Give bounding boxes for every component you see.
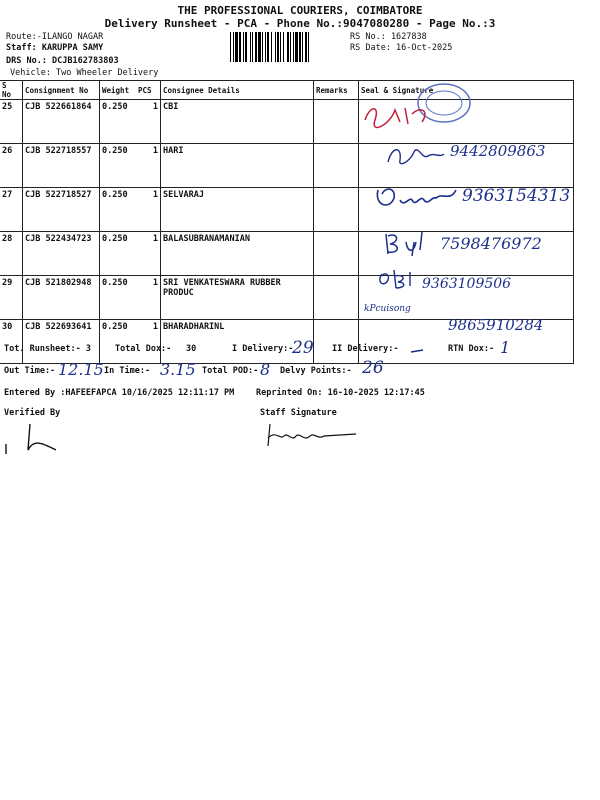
barcode-bar <box>239 32 241 62</box>
barcode-bar <box>290 32 291 62</box>
barcode-bar <box>305 32 307 62</box>
col-remarks: Remarks <box>314 81 359 100</box>
cell-pcs: 1 <box>136 144 161 188</box>
in-time-hand: 3.15 <box>160 360 196 379</box>
barcode-bar <box>271 32 272 62</box>
barcode-bar <box>245 32 247 62</box>
col-consignee: Consignee Details <box>161 81 314 100</box>
staff-signature-label: Staff Signature <box>260 408 337 418</box>
vehicle-text: Vehicle: Two Wheeler Delivery <box>10 68 159 78</box>
col-weight: Weight <box>100 81 137 100</box>
col-consignment: Consignment No <box>23 81 100 100</box>
cell-remarks <box>314 100 359 144</box>
table-header-row <box>0 81 574 100</box>
barcode-bar <box>252 32 253 62</box>
barcode-bar <box>280 32 281 62</box>
handwritten-phone-30: 9865910284 <box>448 316 544 334</box>
cell-consignment: CJB 522718557 <box>23 144 100 188</box>
cell-consignment: CJB 522693641 <box>23 320 100 364</box>
route-text: Route:-ILANGO NAGAR <box>6 32 104 42</box>
cell-pcs: 1 <box>136 232 161 276</box>
reprinted-on: Reprinted On: 16-10-2025 12:17:45 <box>256 388 425 398</box>
barcode-bar <box>262 32 263 62</box>
barcode-bar <box>265 32 266 62</box>
cell-pcs: 1 <box>136 276 161 320</box>
handwritten-phone-26: 9442809863 <box>450 142 546 160</box>
cell-weight: 0.250 <box>100 232 137 276</box>
signature-29 <box>374 266 420 292</box>
handwritten-name-30: kPcuisong <box>364 304 411 314</box>
col-signature: Seal & Signature <box>359 81 574 100</box>
barcode-bar <box>267 32 269 62</box>
cell-sno: 27 <box>0 188 23 232</box>
cell-consignee: CBI <box>161 100 314 144</box>
verified-signature <box>0 420 60 456</box>
entered-by: Entered By :HAFEEFAPCA 10/16/2025 12:11:17 PM <box>4 388 235 398</box>
barcode-bar <box>308 32 309 62</box>
cell-remarks <box>314 276 359 320</box>
cell-consignee: HARI <box>161 144 314 188</box>
barcode-bar <box>258 32 261 62</box>
total-pod-hand: 8 <box>260 360 271 379</box>
delvy-points-label: Delvy Points:- <box>280 366 352 376</box>
rtn-dox-hand: 1 <box>500 338 511 357</box>
in-time-label: In Time:- <box>104 366 151 376</box>
delvy-points-hand: 26 <box>362 358 384 378</box>
handwritten-phone-27: 9363154313 <box>462 186 571 206</box>
barcode-bar <box>287 32 289 62</box>
cell-weight: 0.250 <box>100 100 137 144</box>
out-time-hand: 12.15 <box>58 360 104 379</box>
ii-delivery-dash <box>410 348 424 354</box>
barcode-image <box>230 32 342 62</box>
cell-weight: 0.250 <box>100 276 137 320</box>
rs-date: RS Date: 16-Oct-2025 <box>350 43 453 53</box>
rs-number: RS No.: 1627838 <box>350 32 427 42</box>
runsheet-title: Delivery Runsheet - PCA - Phone No.:9047080280 - Page No.:3 <box>104 17 496 30</box>
cell-consignment: CJB 522661864 <box>23 100 100 144</box>
cell-consignee: SELVARAJ <box>161 188 314 232</box>
cell-remarks <box>314 232 359 276</box>
company-title: THE PROFESSIONAL COURIERS, COIMBATORE <box>177 4 423 17</box>
total-pod-label: Total POD:- <box>202 366 259 376</box>
cell-consignment: CJB 522434723 <box>23 232 100 276</box>
staff-text: Staff: KARUPPA SAMY <box>6 43 104 53</box>
cell-consignee: BALASUBRANAMANIAN <box>161 232 314 276</box>
cell-weight: 0.250 <box>100 320 137 364</box>
cell-sno: 29 <box>0 276 23 320</box>
signature-27 <box>372 180 460 214</box>
col-pcs: PCS <box>136 81 161 100</box>
barcode-bar <box>299 32 301 62</box>
cell-pcs: 1 <box>136 188 161 232</box>
cell-consignee: SRI VENKATESWARA RUBBER PRODUC <box>161 276 314 320</box>
barcode-bar <box>243 32 244 62</box>
verified-by-label: Verified By <box>4 408 61 418</box>
signature-28 <box>380 228 436 258</box>
signature-25 <box>360 100 440 130</box>
barcode-bar <box>302 32 303 62</box>
signature-26 <box>384 140 448 170</box>
barcode-bar <box>233 32 234 62</box>
total-dox-label: Total Dox:- <box>115 344 172 354</box>
barcode-bar <box>255 32 257 62</box>
barcode-bar <box>295 32 298 62</box>
barcode-bar <box>235 32 238 62</box>
out-time-label: Out Time:- <box>4 366 56 376</box>
barcode-bar <box>230 32 231 62</box>
drs-number: DRS No.: DCJB162783803 <box>6 56 119 66</box>
barcode-bar <box>277 32 279 62</box>
handwritten-phone-28: 7598476972 <box>440 234 542 253</box>
barcode-bar <box>293 32 294 62</box>
cell-consignment: CJB 521802948 <box>23 276 100 320</box>
total-dox-value: 30 <box>186 344 197 354</box>
handwritten-phone-29: 9363109506 <box>422 276 512 292</box>
cell-sno: 25 <box>0 100 23 144</box>
staff-signature <box>264 420 360 450</box>
cell-pcs: 1 <box>136 100 161 144</box>
barcode-bar <box>250 32 251 62</box>
rtn-dox-label: RTN Dox:- <box>448 344 495 354</box>
tot-runsheet: Tot. Runsheet:- 3 <box>4 344 91 354</box>
barcode-bar <box>275 32 276 62</box>
i-delivery-label: I Delivery:- <box>232 344 294 354</box>
cell-sno: 30 <box>0 320 23 364</box>
col-sno: S No <box>0 81 23 100</box>
cell-consignee: BHARADHARINL <box>161 320 314 364</box>
barcode-bar <box>283 32 284 62</box>
cell-sno: 26 <box>0 144 23 188</box>
cell-remarks <box>314 320 359 364</box>
cell-sno: 28 <box>0 232 23 276</box>
cell-consignment: CJB 522718527 <box>23 188 100 232</box>
cell-weight: 0.250 <box>100 144 137 188</box>
ii-delivery-label: II Delivery:- <box>332 344 399 354</box>
cell-remarks <box>314 144 359 188</box>
table-row <box>0 100 574 144</box>
cell-pcs: 1 <box>136 320 161 364</box>
i-delivery-hand: 29 <box>292 338 314 358</box>
cell-remarks <box>314 188 359 232</box>
cell-weight: 0.250 <box>100 188 137 232</box>
